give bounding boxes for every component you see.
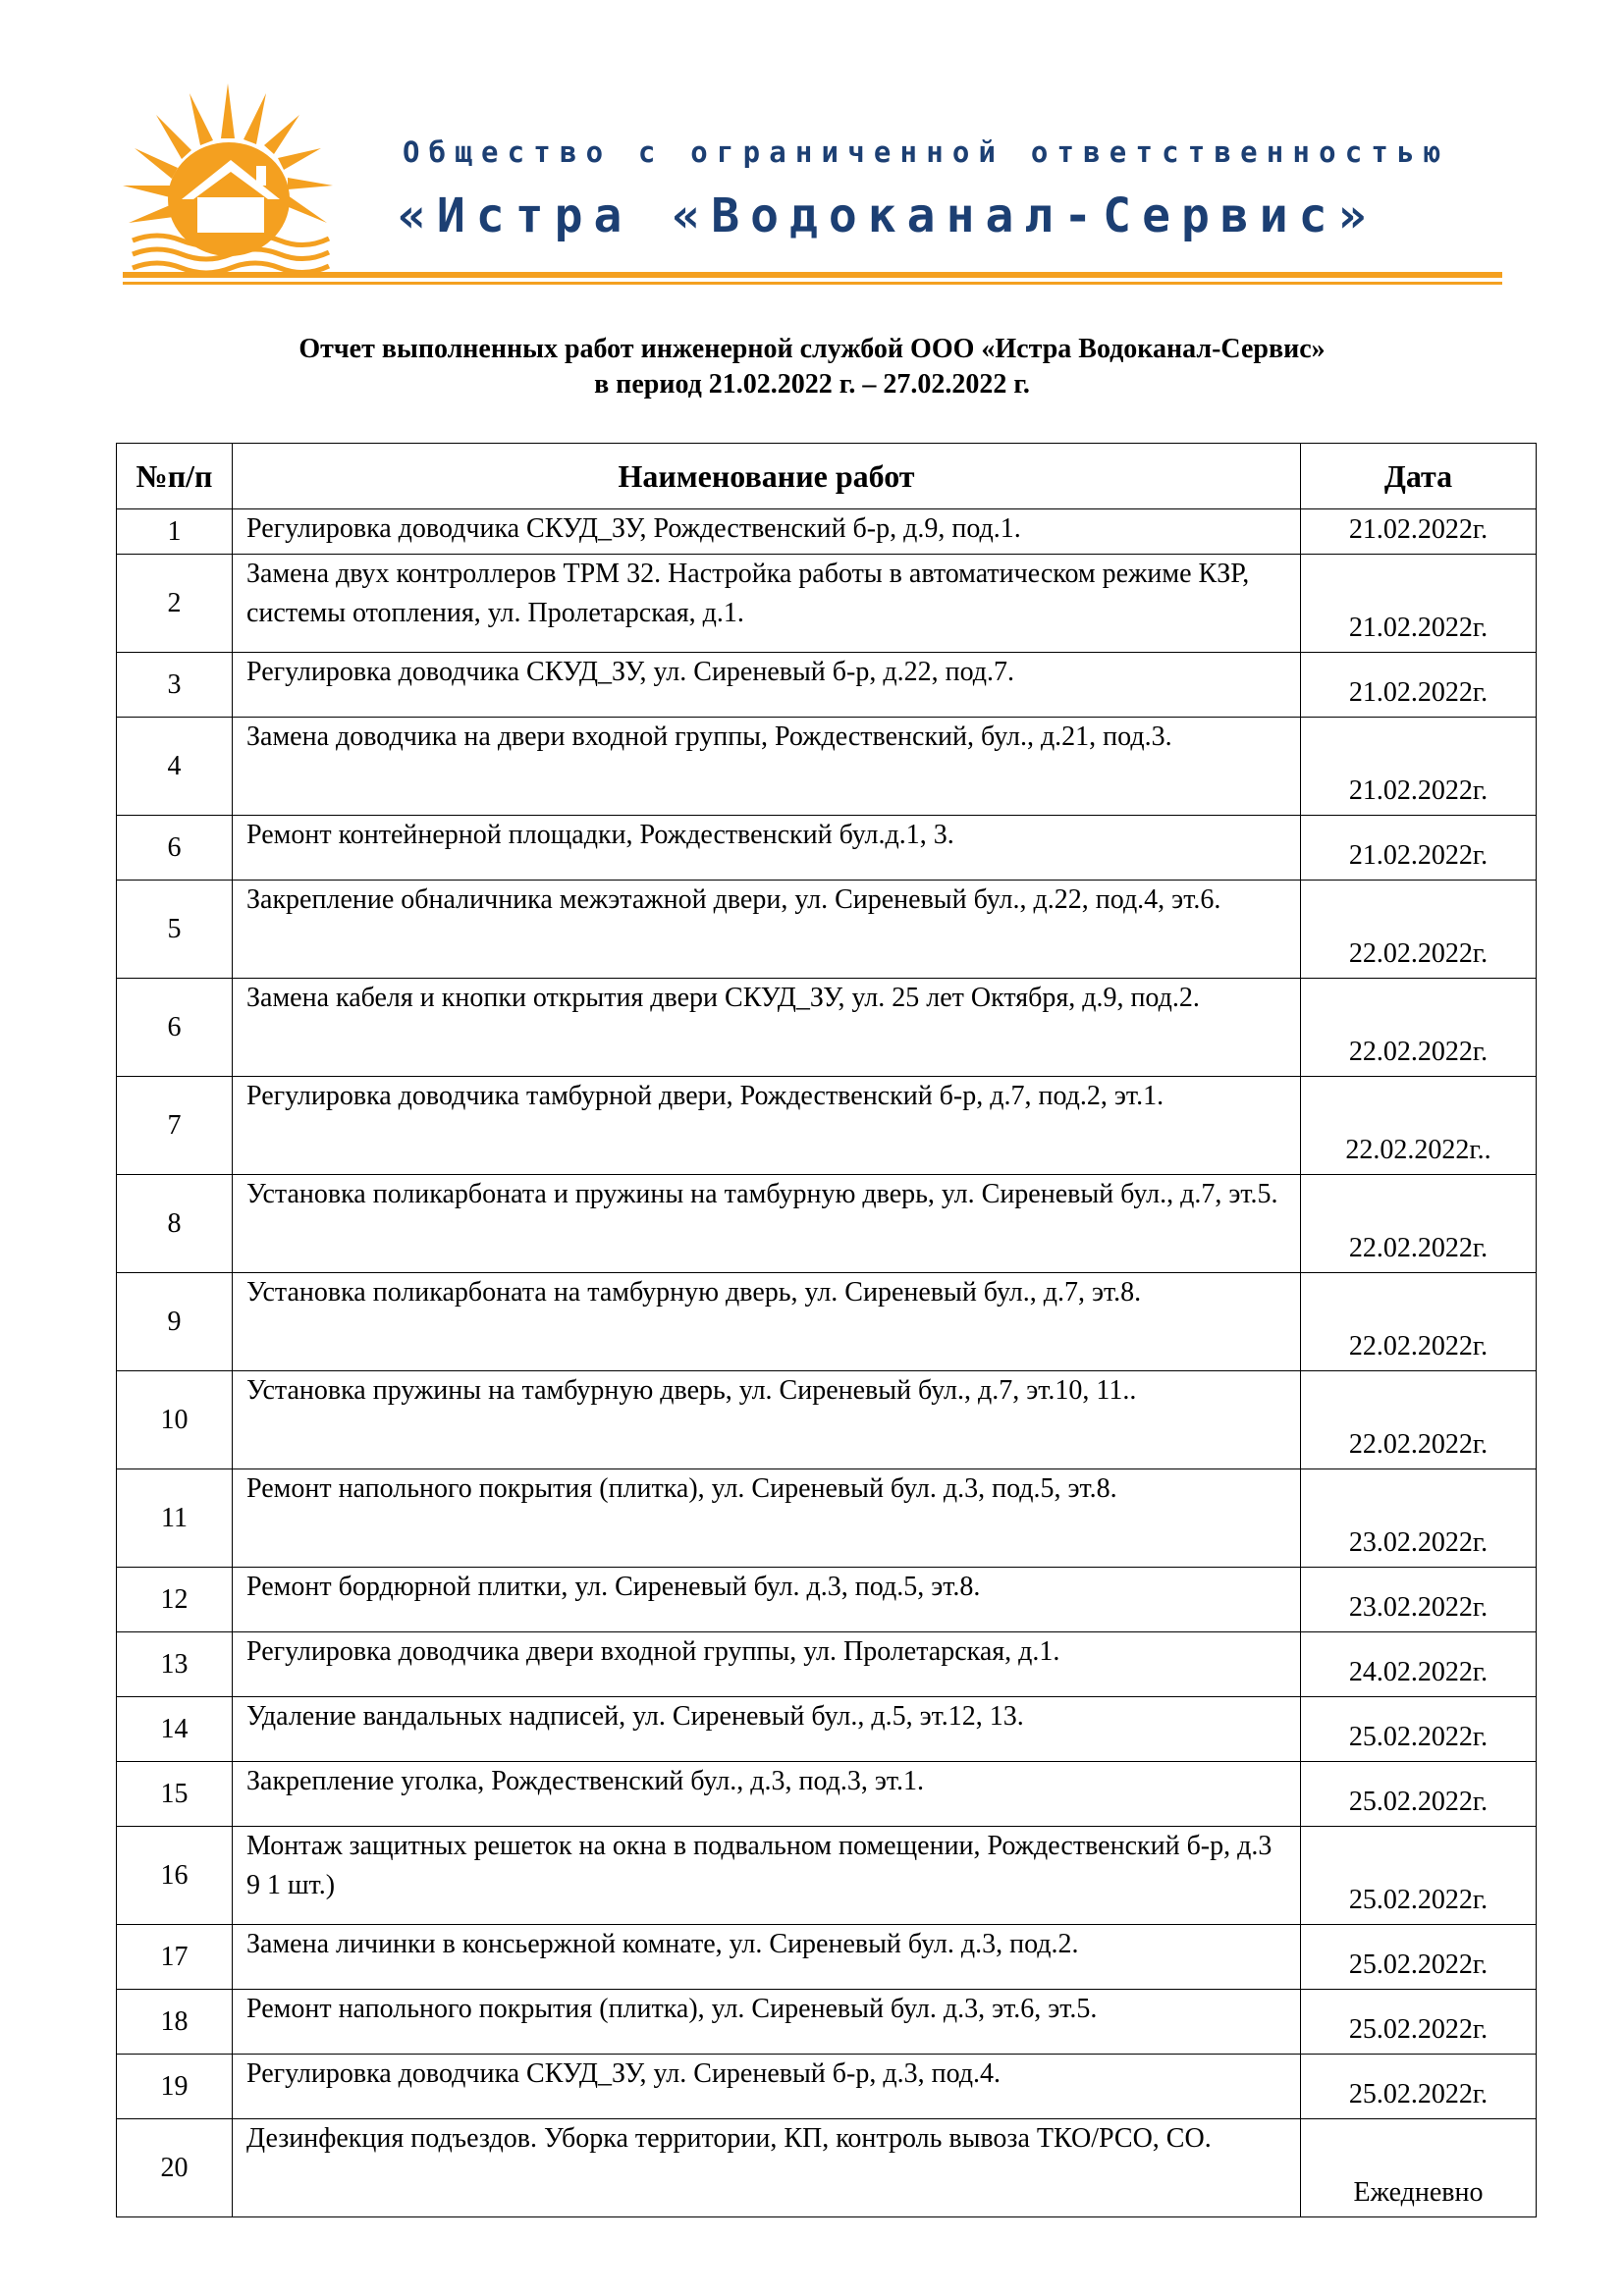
report-title (118, 332, 1506, 402)
header-divider-thick (123, 272, 1502, 278)
work-date: 21.02.2022г. (1301, 509, 1537, 555)
row-number: 15 (117, 1762, 233, 1827)
work-description: Регулировка доводчика тамбурной двери, Рождественский б-р, д.7, под.2, эт.1. (233, 1077, 1301, 1175)
work-date: 22.02.2022г. (1301, 1175, 1537, 1273)
row-number: 16 (117, 1827, 233, 1925)
work-date: 23.02.2022г. (1301, 1568, 1537, 1632)
work-date: 22.02.2022г. (1301, 979, 1537, 1077)
work-description: Установка пружины на тамбурную дверь, ул. Сиреневый бул., д.7, эт.10, 11.. (233, 1371, 1301, 1469)
table-row (117, 2119, 1537, 2217)
work-date: 22.02.2022г.. (1301, 1077, 1537, 1175)
table-row (117, 653, 1537, 718)
table-row (117, 1762, 1537, 1827)
work-description: Дезинфекция подъездов. Уборка территории, КП, контроль вывоза ТКО/РСО, СО. (233, 2119, 1301, 2217)
work-date: 24.02.2022г. (1301, 1632, 1537, 1697)
row-number: 13 (117, 1632, 233, 1697)
work-description: Установка поликарбоната и пружины на тамбурную дверь, ул. Сиреневый бул., д.7, эт.5. (233, 1175, 1301, 1273)
table-row (117, 1371, 1537, 1469)
row-number: 9 (117, 1273, 233, 1371)
row-number: 8 (117, 1175, 233, 1273)
work-description: Регулировка доводчика СКУД_ЗУ, ул. Сиреневый б-р, д.22, под.7. (233, 653, 1301, 718)
report-title-line1: Отчет выполненных работ инженерной службой ООО «Истра Водоканал-Сервис» (298, 334, 1326, 364)
work-description: Регулировка доводчика двери входной группы, ул. Пролетарская, д.1. (233, 1632, 1301, 1697)
table-row (117, 881, 1537, 979)
work-date: 25.02.2022г. (1301, 1990, 1537, 2055)
table-row (117, 1469, 1537, 1568)
row-number: 18 (117, 1990, 233, 2055)
row-number: 11 (117, 1469, 233, 1568)
row-number: 5 (117, 881, 233, 979)
table-row (117, 1273, 1537, 1371)
work-date: 25.02.2022г. (1301, 2055, 1537, 2119)
table-row (117, 816, 1537, 881)
row-number: 3 (117, 653, 233, 718)
table-row (117, 1697, 1537, 1762)
work-date: 22.02.2022г. (1301, 881, 1537, 979)
work-description: Регулировка доводчика СКУД_ЗУ, Рождественский б-р, д.9, под.1. (233, 509, 1301, 555)
work-description: Замена доводчика на двери входной группы, Рождественский, бул., д.21, под.3. (233, 718, 1301, 816)
row-number: 19 (117, 2055, 233, 2119)
row-number: 2 (117, 555, 233, 653)
row-number: 20 (117, 2119, 233, 2217)
work-description: Замена кабеля и кнопки открытия двери СКУД_ЗУ, ул. 25 лет Октября, д.9, под.2. (233, 979, 1301, 1077)
row-number: 6 (117, 816, 233, 881)
row-number: 14 (117, 1697, 233, 1762)
work-date: 25.02.2022г. (1301, 1827, 1537, 1925)
row-number: 7 (117, 1077, 233, 1175)
work-date: 22.02.2022г. (1301, 1371, 1537, 1469)
table-row (117, 1077, 1537, 1175)
table-row (117, 1827, 1537, 1925)
work-date: 25.02.2022г. (1301, 1925, 1537, 1990)
works-table (116, 443, 1537, 2217)
work-date: 25.02.2022г. (1301, 1762, 1537, 1827)
work-description: Замена личинки в консьержной комнате, ул. Сиреневый бул. д.3, под.2. (233, 1925, 1301, 1990)
work-description: Регулировка доводчика СКУД_ЗУ, ул. Сиреневый б-р, д.3, под.4. (233, 2055, 1301, 2119)
report-period: в период 21.02.2022 г. – 27.02.2022 г. (594, 369, 1030, 400)
work-description: Установка поликарбоната на тамбурную дверь, ул. Сиреневый бул., д.7, эт.8. (233, 1273, 1301, 1371)
row-number: 17 (117, 1925, 233, 1990)
column-header-date: Дата (1301, 444, 1537, 509)
header-divider-thin (123, 282, 1502, 285)
table-row (117, 979, 1537, 1077)
work-description: Ремонт напольного покрытия (плитка), ул. Сиреневый бул. д.3, под.5, эт.8. (233, 1469, 1301, 1568)
table-row (117, 1568, 1537, 1632)
table-row (117, 2055, 1537, 2119)
work-description: Закрепление уголка, Рождественский бул., д.3, под.3, эт.1. (233, 1762, 1301, 1827)
work-description: Замена двух контроллеров ТРМ 32. Настройка работы в автоматическом режиме КЗР, системы отопления, ул. Пролетарская, д.1. (233, 555, 1301, 653)
work-description: Удаление вандальных надписей, ул. Сиреневый бул., д.5, эт.12, 13. (233, 1697, 1301, 1762)
work-date: 22.02.2022г. (1301, 1273, 1537, 1371)
table-header-row (117, 444, 1537, 509)
work-date: 21.02.2022г. (1301, 816, 1537, 881)
company-logo (123, 83, 344, 285)
table-row (117, 509, 1537, 555)
work-date: 21.02.2022г. (1301, 653, 1537, 718)
work-description: Ремонт напольного покрытия (плитка), ул. Сиреневый бул. д.3, эт.6, эт.5. (233, 1990, 1301, 2055)
work-description: Монтаж защитных решеток на окна в подвальном помещении, Рождественский б-р, д.3 9 1 шт.) (233, 1827, 1301, 1925)
work-date: 21.02.2022г. (1301, 718, 1537, 816)
table-row (117, 1175, 1537, 1273)
column-header-work: Наименование работ (233, 444, 1301, 509)
row-number: 1 (117, 509, 233, 555)
row-number: 4 (117, 718, 233, 816)
work-date: 21.02.2022г. (1301, 555, 1537, 653)
table-row (117, 1925, 1537, 1990)
work-date: Ежедневно (1301, 2119, 1537, 2217)
work-description: Ремонт контейнерной площадки, Рождественский бул.д.1, 3. (233, 816, 1301, 881)
table-row (117, 1632, 1537, 1697)
row-number: 6 (117, 979, 233, 1077)
column-header-number: №п/п (117, 444, 233, 509)
work-description: Закрепление обналичника межэтажной двери, ул. Сиреневый бул., д.22, под.4, эт.6. (233, 881, 1301, 979)
table-row (117, 718, 1537, 816)
work-description: Ремонт бордюрной плитки, ул. Сиреневый бул. д.3, под.5, эт.8. (233, 1568, 1301, 1632)
table-row (117, 555, 1537, 653)
row-number: 12 (117, 1568, 233, 1632)
work-date: 23.02.2022г. (1301, 1469, 1537, 1568)
row-number: 10 (117, 1371, 233, 1469)
company-legal-form: Общество с ограниченной ответственностью (403, 135, 1450, 169)
table-row (117, 1990, 1537, 2055)
company-name: «Истра «Водоканал-Сервис» (398, 188, 1378, 243)
work-date: 25.02.2022г. (1301, 1697, 1537, 1762)
